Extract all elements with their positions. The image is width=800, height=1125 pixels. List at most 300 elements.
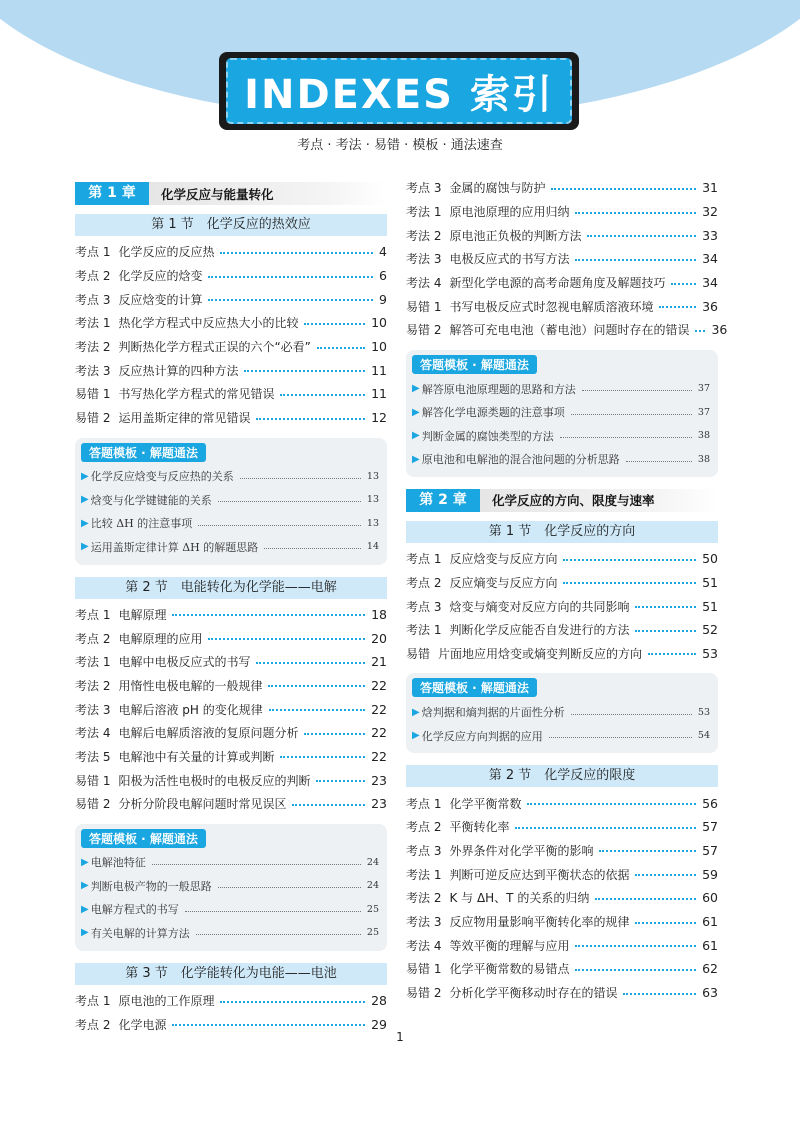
section-heading: 第 2 节 化学反应的限度 — [406, 765, 718, 787]
chapter-1-heading — [75, 182, 387, 205]
leader-dots — [240, 478, 361, 479]
entry-page: 32 — [702, 204, 718, 220]
entry-text: 焓变与熵变对反应方向的共同影响 — [449, 599, 630, 614]
toc-entry[interactable] — [406, 862, 718, 886]
template-list — [81, 465, 379, 559]
template-text: 化学反应焓变与反应热的关系 — [90, 470, 234, 484]
entry-text: 电解后溶液 pH 的变化规律 — [118, 702, 263, 717]
toc-entry[interactable] — [75, 792, 387, 816]
toc-entry[interactable] — [406, 910, 718, 934]
entry-page: 23 — [371, 796, 387, 812]
entry-text: 书写电极反应式时忽视电解质溶液环境 — [449, 299, 654, 314]
entry-list — [75, 989, 387, 1036]
leader-dots — [264, 548, 361, 549]
toc-entry[interactable] — [75, 335, 387, 359]
template-text: 焓变与化学键键能的关系 — [90, 493, 212, 507]
entry-page: 60 — [702, 890, 718, 906]
section-heading: 第 2 节 电能转化为化学能——电解 — [75, 577, 387, 599]
template-entry[interactable] — [81, 898, 379, 922]
entry-text: 反应焓变与反应方向 — [449, 552, 558, 567]
template-text: 解答化学电源类题的注意事项 — [421, 406, 565, 420]
triangle-bullet-icon: ▶ — [81, 494, 89, 506]
toc-entry[interactable] — [406, 815, 718, 839]
entry-label: 易错 1 — [75, 387, 111, 402]
entry-text: 阳极为活性电极时的电极反应的判断 — [118, 773, 311, 788]
entry-text: 书写热化学方程式的常见错误 — [118, 387, 275, 402]
entry-page: 51 — [702, 598, 718, 614]
template-page: 24 — [366, 856, 379, 868]
chapter-2-heading — [406, 489, 718, 512]
entry-list — [75, 240, 387, 430]
toc-entry[interactable] — [406, 200, 718, 224]
entry-page: 29 — [371, 1016, 387, 1032]
entry-page: 11 — [371, 386, 387, 402]
title-banner — [226, 58, 572, 124]
toc-entry[interactable] — [75, 264, 387, 288]
template-list — [412, 377, 710, 471]
entry-page: 53 — [702, 645, 718, 661]
triangle-bullet-icon: ▶ — [81, 927, 89, 939]
page-title: INDEXES 索引 — [244, 71, 554, 118]
template-page: 13 — [366, 470, 379, 482]
triangle-bullet-icon: ▶ — [81, 517, 89, 529]
template-page: 14 — [366, 541, 379, 553]
toc-entry[interactable] — [406, 981, 718, 1005]
entry-label: 考法 3 — [406, 252, 442, 267]
left-column — [75, 182, 387, 1036]
entry-text: 反应熵变与反应方向 — [449, 575, 558, 590]
entry-page: 59 — [702, 866, 718, 882]
template-entry[interactable] — [412, 377, 710, 401]
entry-label: 考点 2 — [406, 575, 442, 590]
leader-dots — [635, 606, 696, 608]
entry-page: 10 — [371, 315, 387, 331]
entry-label: 考法 4 — [406, 276, 442, 291]
entry-page: 50 — [702, 551, 718, 567]
entry-label: 考法 3 — [406, 915, 442, 930]
entry-page: 6 — [379, 268, 387, 284]
toc-entry[interactable] — [406, 642, 718, 666]
entry-text: 解答可充电电池（蓄电池）问题时存在的错误 — [449, 323, 690, 338]
entry-label: 易错 1 — [75, 773, 111, 788]
leader-dots — [582, 390, 692, 391]
leader-dots — [575, 969, 696, 971]
template-box — [75, 824, 387, 951]
leader-dots — [571, 414, 692, 415]
triangle-bullet-icon: ▶ — [412, 706, 420, 718]
entry-label: 易错 — [406, 646, 431, 661]
entry-label: 考点 3 — [406, 843, 442, 858]
entry-text: 原电池正负极的判断方法 — [449, 228, 582, 243]
entry-page: 28 — [371, 993, 387, 1009]
template-text: 电解方程式的书写 — [90, 903, 179, 917]
entry-label: 考点 3 — [406, 599, 442, 614]
leader-dots — [623, 993, 696, 995]
toc-entry[interactable] — [406, 839, 718, 863]
toc-entry[interactable] — [406, 886, 718, 910]
template-box — [406, 350, 718, 477]
leader-dots — [695, 330, 705, 332]
entry-label: 易错 1 — [406, 299, 442, 314]
entry-page: 11 — [371, 362, 387, 378]
leader-dots — [626, 461, 692, 462]
template-page: 24 — [366, 880, 379, 892]
right-column — [406, 176, 728, 1004]
entry-page: 63 — [702, 985, 718, 1001]
toc-entry[interactable] — [75, 287, 387, 311]
toc-entry[interactable] — [75, 745, 387, 769]
entry-list — [406, 791, 718, 1004]
leader-dots — [172, 1024, 365, 1026]
entry-label: 考法 4 — [75, 726, 111, 741]
leader-dots — [595, 898, 696, 900]
leader-dots — [218, 887, 361, 888]
entry-label: 考点 1 — [406, 552, 442, 567]
entry-text: 金属的腐蚀与防护 — [449, 181, 546, 196]
leader-dots — [220, 252, 373, 254]
entry-text: 原电池原理的应用归纳 — [449, 205, 570, 220]
entry-label: 易错 2 — [75, 411, 111, 426]
template-entry[interactable] — [412, 400, 710, 424]
leader-dots — [635, 922, 696, 924]
toc-entry[interactable] — [406, 547, 718, 571]
entry-label: 易错 2 — [406, 986, 442, 1001]
template-entry[interactable] — [81, 465, 379, 489]
template-text: 原电池和电解池的混合池问题的分析思路 — [421, 453, 620, 467]
leader-dots — [317, 347, 365, 349]
entry-text: 电解原理的应用 — [118, 631, 203, 646]
template-entry[interactable] — [412, 700, 710, 724]
leader-dots — [292, 804, 365, 806]
leader-dots — [208, 299, 373, 301]
leader-dots — [280, 394, 365, 396]
entry-text: 平衡转化率 — [449, 820, 510, 835]
entry-text: 化学平衡常数 — [449, 796, 522, 811]
triangle-bullet-icon: ▶ — [412, 453, 420, 465]
entry-page: 36 — [711, 322, 728, 338]
triangle-bullet-icon: ▶ — [412, 406, 420, 418]
leader-dots — [659, 306, 696, 308]
leader-dots — [218, 501, 361, 502]
leader-dots — [671, 283, 696, 285]
template-text: 有关电解的计算方法 — [90, 926, 190, 940]
toc-entry[interactable] — [75, 311, 387, 335]
section-heading: 第 3 节 化学能转化为电能——电池 — [75, 963, 387, 985]
leader-dots — [185, 911, 361, 912]
toc-entry[interactable] — [75, 382, 387, 406]
entry-label: 考点 2 — [406, 820, 442, 835]
section-heading: 第 1 节 化学反应的热效应 — [75, 214, 387, 236]
page-number: 1 — [396, 1030, 404, 1044]
template-text: 运用盖斯定律计算 ΔH 的解题思路 — [90, 540, 259, 554]
template-box — [406, 673, 718, 753]
template-entry[interactable] — [81, 921, 379, 945]
entry-text: 新型化学电源的高考命题角度及解题技巧 — [449, 276, 666, 291]
entry-label: 考法 4 — [406, 938, 442, 953]
leader-dots — [268, 685, 365, 687]
template-page: 25 — [366, 927, 379, 939]
toc-entry[interactable] — [406, 223, 718, 247]
entry-label: 考点 1 — [75, 245, 111, 260]
entry-text: 判断热化学方程式正误的六个“必看” — [118, 340, 311, 355]
entry-text: 电解中电极反应式的书写 — [118, 655, 251, 670]
entry-list — [406, 176, 728, 342]
entry-label: 易错 2 — [406, 323, 442, 338]
toc-entry[interactable] — [406, 247, 718, 271]
entry-page: 56 — [702, 795, 718, 811]
leader-dots — [269, 709, 365, 711]
entry-label: 考法 1 — [406, 623, 442, 638]
template-entry[interactable] — [412, 447, 710, 471]
entry-page: 22 — [371, 725, 387, 741]
template-page: 37 — [697, 383, 710, 395]
entry-page: 22 — [371, 677, 387, 693]
leader-dots — [208, 276, 373, 278]
template-entry[interactable] — [81, 874, 379, 898]
leader-dots — [635, 630, 696, 632]
entry-text: 化学平衡常数的易错点 — [449, 962, 570, 977]
entry-label: 考法 2 — [406, 891, 442, 906]
toc-entry[interactable] — [75, 240, 387, 264]
toc-entry[interactable] — [75, 697, 387, 721]
toc-entry[interactable] — [75, 603, 387, 627]
leader-dots — [648, 653, 696, 655]
toc-entry[interactable] — [406, 594, 718, 618]
entry-text: 电解池中有关量的计算或判断 — [118, 749, 275, 764]
template-page: 38 — [697, 453, 710, 465]
template-text: 焓判据和熵判据的片面性分析 — [421, 706, 565, 719]
chapter-tag: 第 1 章 — [75, 182, 149, 205]
entry-label: 考法 3 — [75, 363, 111, 378]
template-text: 化学反应方向判据的应用 — [421, 729, 543, 743]
entry-text: 原电池的工作原理 — [118, 994, 215, 1009]
entry-text: 运用盖斯定律的常见错误 — [118, 411, 251, 426]
chapter-tag: 第 2 章 — [406, 489, 480, 512]
template-text: 判断电极产物的一般思路 — [90, 879, 212, 893]
triangle-bullet-icon: ▶ — [81, 880, 89, 892]
entry-page: 31 — [702, 180, 718, 196]
template-page: 37 — [697, 406, 710, 418]
leader-dots — [172, 614, 365, 616]
template-label: 答题模板 · 解题通法 — [81, 829, 206, 848]
entry-text: 化学反应的反应热 — [118, 245, 215, 260]
triangle-bullet-icon: ▶ — [412, 730, 420, 741]
entry-page: 62 — [702, 961, 718, 977]
template-page: 38 — [697, 430, 710, 442]
entry-page: 23 — [371, 772, 387, 788]
entry-page: 61 — [702, 914, 718, 930]
toc-entry[interactable] — [75, 650, 387, 674]
template-page: 25 — [366, 903, 379, 915]
toc-entry[interactable] — [75, 989, 387, 1013]
leader-dots — [575, 212, 696, 214]
entry-page: 52 — [702, 622, 718, 638]
leader-dots — [563, 582, 696, 584]
entry-list — [75, 603, 387, 816]
template-list — [81, 851, 379, 945]
template-entry[interactable] — [81, 512, 379, 536]
triangle-bullet-icon: ▶ — [81, 470, 89, 482]
leader-dots — [563, 559, 696, 561]
entry-page: 22 — [371, 748, 387, 764]
entry-page: 10 — [371, 339, 387, 355]
leader-dots — [549, 737, 692, 738]
entry-page: 34 — [702, 275, 718, 291]
template-page: 54 — [697, 730, 710, 741]
entry-text: 热化学方程式中反应热大小的比较 — [118, 316, 299, 331]
entry-page: 33 — [702, 227, 718, 243]
entry-label: 考点 1 — [75, 994, 111, 1009]
entry-label: 考点 1 — [406, 796, 442, 811]
entry-page: 34 — [702, 251, 718, 267]
entry-text: 分析化学平衡移动时存在的错误 — [449, 986, 618, 1001]
leader-dots — [280, 756, 365, 758]
toc-entry[interactable] — [406, 618, 718, 642]
toc-entry[interactable] — [75, 358, 387, 382]
entry-text: 电解原理 — [118, 607, 167, 622]
entry-text: 反应热计算的四种方法 — [118, 363, 239, 378]
leader-dots — [152, 864, 361, 865]
toc-entry[interactable] — [406, 571, 718, 595]
toc-entry[interactable] — [406, 791, 718, 815]
entry-text: 反应物用量影响平衡转化率的规律 — [449, 915, 630, 930]
entry-page: 20 — [371, 630, 387, 646]
toc-entry[interactable] — [406, 294, 718, 318]
leader-dots — [587, 235, 696, 237]
entry-label: 考法 1 — [406, 205, 442, 220]
entry-text: 化学电源 — [118, 1017, 167, 1032]
template-label: 答题模板 · 解题通法 — [81, 443, 206, 462]
template-page: 53 — [697, 706, 710, 718]
entry-text: 用惰性电极电解的一般规律 — [118, 678, 263, 693]
entry-text: 片面地应用焓变或熵变判断反应的方向 — [438, 646, 643, 661]
template-text: 解答原电池原理题的思路和方法 — [421, 382, 576, 396]
leader-dots — [208, 638, 365, 640]
entry-label: 易错 2 — [75, 797, 111, 812]
template-entry[interactable] — [412, 424, 710, 448]
entry-page: 22 — [371, 701, 387, 717]
leader-dots — [635, 874, 696, 876]
leader-dots — [575, 259, 696, 261]
toc-entry[interactable] — [406, 957, 718, 981]
template-text: 判断金属的腐蚀类型的方法 — [421, 429, 554, 443]
chapter-title: 化学反应与能量转化 — [161, 186, 274, 202]
toc-entry[interactable] — [75, 721, 387, 745]
template-box — [75, 438, 387, 565]
entry-label: 考法 1 — [406, 867, 442, 882]
leader-dots — [551, 188, 696, 190]
entry-label: 考点 2 — [75, 631, 111, 646]
entry-label: 考法 1 — [75, 655, 111, 670]
entry-text: 判断化学反应能否自发进行的方法 — [449, 623, 630, 638]
entry-label: 考点 1 — [75, 607, 111, 622]
entry-page: 57 — [702, 819, 718, 835]
entry-label: 考点 3 — [406, 181, 442, 196]
template-entry[interactable] — [81, 535, 379, 559]
leader-dots — [527, 803, 696, 805]
triangle-bullet-icon: ▶ — [81, 903, 89, 915]
entry-label: 考法 2 — [75, 678, 111, 693]
entry-label: 考点 2 — [75, 1017, 111, 1032]
toc-entry[interactable] — [406, 318, 728, 342]
toc-entry[interactable] — [406, 271, 718, 295]
entry-label: 考点 3 — [75, 292, 111, 307]
triangle-bullet-icon: ▶ — [412, 383, 420, 395]
entry-label: 考法 2 — [406, 228, 442, 243]
entry-text: K 与 ΔH、T 的关系的归纳 — [449, 891, 590, 906]
entry-page: 61 — [702, 937, 718, 953]
toc-entry[interactable] — [75, 674, 387, 698]
toc-entry[interactable] — [75, 768, 387, 792]
leader-dots — [304, 733, 365, 735]
entry-text: 判断可逆反应达到平衡状态的依据 — [449, 867, 630, 882]
chapter-title: 化学反应的方向、限度与速率 — [492, 493, 655, 509]
entry-page: 9 — [379, 291, 387, 307]
triangle-bullet-icon: ▶ — [81, 541, 89, 553]
leader-dots — [515, 827, 696, 829]
entry-label: 易错 1 — [406, 962, 442, 977]
leader-dots — [575, 945, 696, 947]
entry-text: 反应焓变的计算 — [118, 292, 203, 307]
entry-label: 考法 2 — [75, 340, 111, 355]
page-subtitle: 考点 · 考法 · 易错 · 模板 · 通法速查 — [297, 138, 503, 153]
template-page: 13 — [366, 494, 379, 506]
toc-entry[interactable] — [406, 176, 718, 200]
template-text: 电解池特征 — [90, 856, 146, 870]
section-heading: 第 1 节 化学反应的方向 — [406, 521, 718, 543]
entry-label: 考法 3 — [75, 702, 111, 717]
triangle-bullet-icon: ▶ — [81, 856, 89, 868]
leader-dots — [560, 437, 692, 438]
leader-dots — [256, 418, 365, 420]
entry-page: 36 — [702, 298, 718, 314]
leader-dots — [220, 1001, 365, 1003]
leader-dots — [244, 370, 365, 372]
template-entry[interactable] — [412, 724, 710, 748]
leader-dots — [256, 662, 365, 664]
leader-dots — [198, 525, 361, 526]
entry-label: 考法 5 — [75, 749, 111, 764]
leader-dots — [316, 780, 365, 782]
entry-text: 电极反应式的书写方法 — [449, 252, 570, 267]
template-list — [412, 700, 710, 747]
entry-page: 4 — [379, 244, 387, 260]
entry-page: 57 — [702, 842, 718, 858]
template-entry[interactable] — [81, 488, 379, 512]
toc-entry[interactable] — [75, 406, 387, 430]
template-label: 答题模板 · 解题通法 — [412, 678, 537, 697]
template-page: 13 — [366, 517, 379, 529]
toc-entry[interactable] — [406, 933, 718, 957]
entry-label: 考法 1 — [75, 316, 111, 331]
entry-list — [406, 547, 718, 665]
entry-page: 12 — [371, 410, 387, 426]
entry-text: 外界条件对化学平衡的影响 — [449, 843, 594, 858]
leader-dots — [599, 850, 696, 852]
entry-page: 18 — [371, 606, 387, 622]
toc-entry[interactable] — [75, 626, 387, 650]
template-text: 比较 ΔH 的注意事项 — [90, 517, 193, 531]
entry-text: 分析分阶段电解问题时常见误区 — [118, 797, 287, 812]
entry-text: 化学反应的焓变 — [118, 269, 203, 284]
leader-dots — [304, 323, 365, 325]
entry-label: 考点 2 — [75, 269, 111, 284]
entry-page: 51 — [702, 574, 718, 590]
entry-text: 电解后电解质溶液的复原问题分析 — [118, 726, 299, 741]
template-entry[interactable] — [81, 851, 379, 875]
leader-dots — [571, 714, 692, 715]
triangle-bullet-icon: ▶ — [412, 430, 420, 442]
